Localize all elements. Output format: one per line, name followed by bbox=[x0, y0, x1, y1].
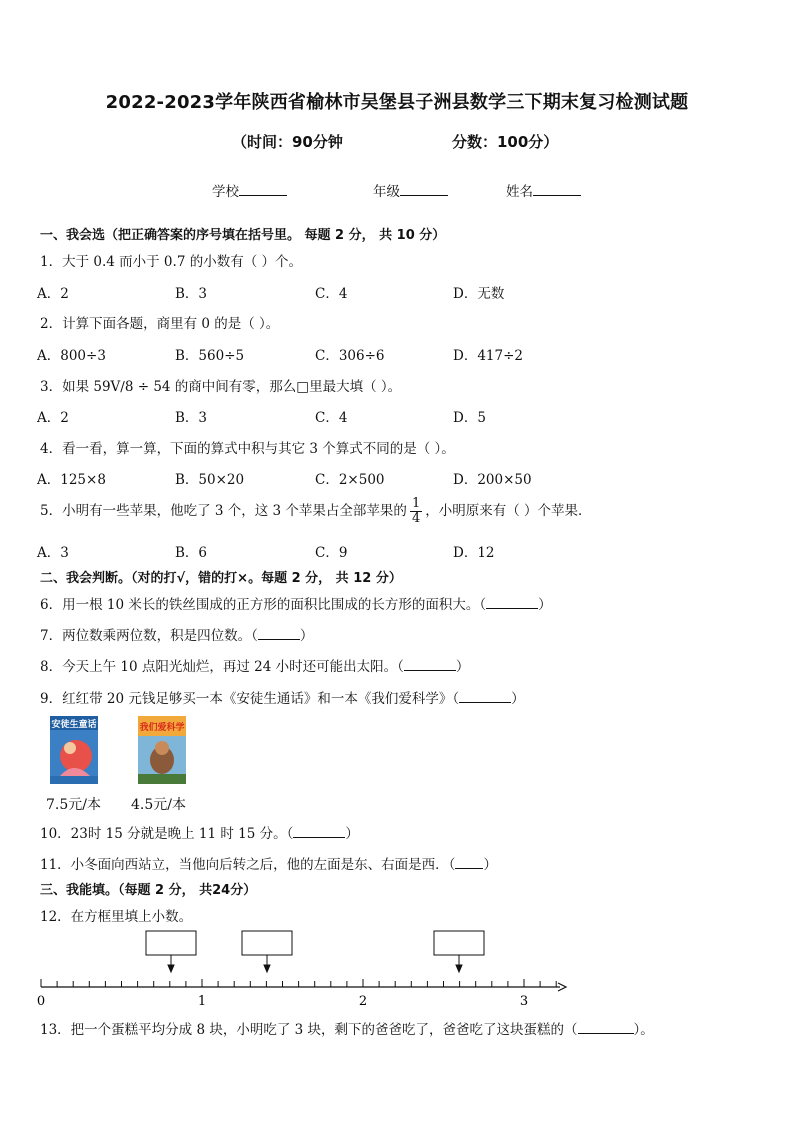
q5-option-d[interactable]: D．12 bbox=[453, 545, 495, 561]
q5-option-c[interactable]: C．9 bbox=[315, 545, 348, 561]
question-7: 7．两位数乘两位数，积是四位数。（ ） bbox=[40, 628, 314, 644]
q13-answer-blank[interactable] bbox=[578, 1021, 634, 1034]
q3-option-c[interactable]: C．4 bbox=[315, 410, 348, 426]
answer-box-3[interactable] bbox=[434, 931, 484, 955]
answer-box-2[interactable] bbox=[242, 931, 292, 955]
book-cover-andersen bbox=[50, 716, 98, 784]
q3-option-d[interactable]: D．5 bbox=[453, 410, 486, 426]
school-label: 学校 bbox=[212, 184, 239, 200]
page-title: 2022-2023学年陕西省榆林市吴堡县子洲县数学三下期末复习检测试题 bbox=[105, 92, 689, 113]
q1-option-b[interactable]: B．3 bbox=[175, 286, 208, 302]
q10-answer-blank[interactable] bbox=[293, 825, 345, 838]
q2-option-d[interactable]: D．417÷2 bbox=[453, 348, 523, 364]
q1-option-c[interactable]: C．4 bbox=[315, 286, 348, 302]
q5-option-b[interactable]: B．6 bbox=[175, 545, 208, 561]
question-3: 3．如果 59V∕8 ÷ 54 的商中间有零，那么□里最大填（ ）。 bbox=[40, 379, 402, 395]
question-9: 9．红红带 20 元钱足够买一本《安徒生通话》和一本《我们爱科学》（ ） bbox=[40, 691, 525, 707]
q5-text-b: ，小明原来有（ ）个苹果． bbox=[425, 503, 592, 519]
axis-label-2: 2 bbox=[358, 994, 368, 1009]
section-1-heading: 一、我会选（把正确答案的序号填在括号里。 每题 2 分， 共 10 分） bbox=[40, 228, 446, 243]
q4-option-d[interactable]: D．200×50 bbox=[453, 472, 532, 488]
book2-title: 我们爱科学 bbox=[139, 723, 185, 733]
book1-title: 安徒生童话 bbox=[51, 720, 97, 730]
q5-option-a[interactable]: A．3 bbox=[37, 545, 69, 561]
question-5 bbox=[40, 497, 592, 526]
axis-label-1: 1 bbox=[197, 994, 207, 1009]
question-2: 2．计算下面各题，商里有 0 的是（ ）。 bbox=[40, 316, 280, 332]
question-13: 13．把一个蛋糕平均分成 8 块，小明吃了 3 块，剩下的爸爸吃了，爸爸吃了这块蛋糕的（ ）。 bbox=[40, 1022, 654, 1038]
q4-option-b[interactable]: B．50×20 bbox=[175, 472, 245, 488]
grade-label: 年级 bbox=[373, 184, 400, 200]
question-10: 10．23时 15 分就是晚上 11 时 15 分。（ ） bbox=[40, 826, 359, 842]
q2-option-b[interactable]: B．560÷5 bbox=[175, 348, 245, 364]
question-11: 11．小冬面向西站立，当他向后转之后，他的左面是东、右面是西．（ ） bbox=[40, 857, 497, 873]
q3-option-a[interactable]: A．2 bbox=[37, 410, 69, 426]
price-book-2: 4.5元/本 bbox=[131, 797, 186, 813]
answer-box-1[interactable] bbox=[146, 931, 196, 955]
q2-option-a[interactable]: A．800÷3 bbox=[37, 348, 106, 364]
question-8: 8．今天上午 10 点阳光灿烂，再过 24 小时还可能出太阳。（ ） bbox=[40, 659, 470, 675]
q6-answer-blank[interactable] bbox=[486, 596, 538, 609]
school-field[interactable] bbox=[212, 180, 287, 200]
axis-ticks bbox=[41, 979, 556, 987]
arrow-3 bbox=[456, 955, 462, 972]
q4-option-a[interactable]: A．125×8 bbox=[37, 472, 106, 488]
exam-time: （时间：90分钟 bbox=[232, 133, 343, 151]
q7-answer-blank[interactable] bbox=[258, 627, 300, 640]
arrow-2 bbox=[264, 955, 270, 972]
grade-field[interactable] bbox=[373, 180, 448, 200]
price-book-1: 7.5元/本 bbox=[46, 797, 101, 813]
exam-score: 分数：100分） bbox=[452, 133, 559, 151]
q8-answer-blank[interactable] bbox=[404, 658, 456, 671]
q3-option-b[interactable]: B．3 bbox=[175, 410, 208, 426]
question-4: 4．看一看，算一算，下面的算式中积与其它 3 个算式不同的是（ ）。 bbox=[40, 441, 455, 457]
question-1: 1．大于 0.4 而小于 0.7 的小数有（ ）个。 bbox=[40, 254, 302, 270]
q11-answer-blank[interactable] bbox=[455, 856, 483, 869]
q9-answer-blank[interactable] bbox=[459, 690, 511, 703]
q1-option-a[interactable]: A．2 bbox=[37, 286, 69, 302]
q4-option-c[interactable]: C．2×500 bbox=[315, 472, 385, 488]
q5-fraction: $\frac{1}{4}$ bbox=[411, 496, 421, 526]
name-label: 姓名 bbox=[506, 184, 533, 200]
q5-text-a: 5．小明有一些苹果，他吃了 3 个，这 3 个苹果占全部苹果的 bbox=[40, 503, 407, 519]
q2-option-c[interactable]: C．306÷6 bbox=[315, 348, 385, 364]
question-12: 12．在方框里填上小数。 bbox=[40, 909, 193, 925]
question-6: 6．用一根 10 米长的铁丝围成的正方形的面积比围成的长方形的面积大。（ ） bbox=[40, 597, 552, 613]
number-line bbox=[30, 925, 570, 1010]
section-3-heading: 三、我能填。（每题 2 分， 共24分） bbox=[40, 883, 257, 898]
section-2-heading: 二、我会判断。（对的打√，错的打×。每题 2 分， 共 12 分） bbox=[40, 571, 402, 586]
axis-label-3: 3 bbox=[519, 994, 529, 1009]
name-field[interactable] bbox=[506, 180, 581, 200]
arrow-1 bbox=[168, 955, 174, 972]
q1-option-d[interactable]: D．无数 bbox=[453, 286, 505, 302]
axis-label-0: 0 bbox=[36, 994, 46, 1009]
book-cover-science bbox=[138, 716, 186, 784]
